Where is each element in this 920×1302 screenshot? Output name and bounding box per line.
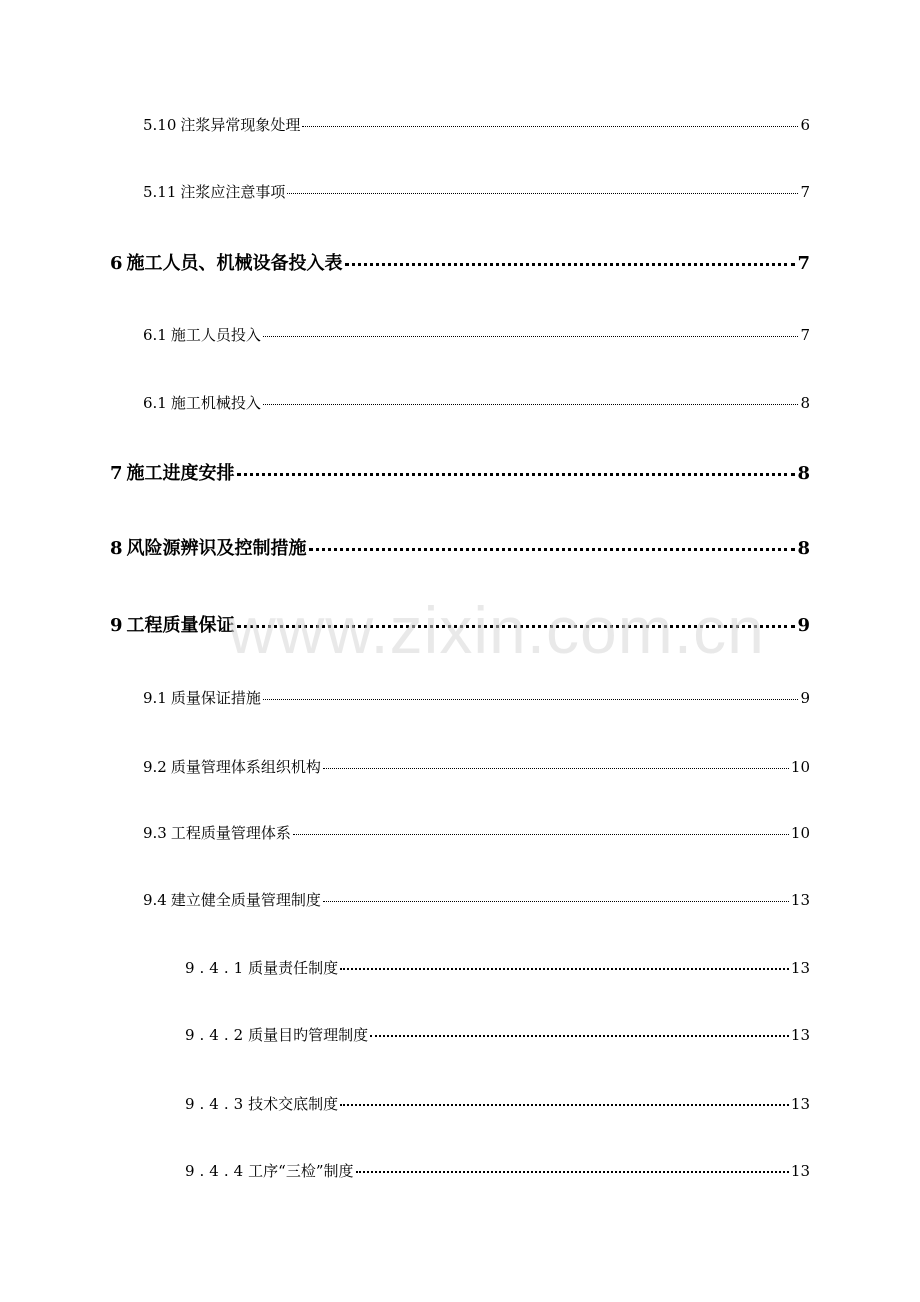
toc-entry-number: 9.2 bbox=[143, 758, 167, 776]
toc-entry-title: 风险源辨识及控制措施 bbox=[126, 538, 307, 559]
toc-entry-page: 9 bbox=[800, 689, 810, 707]
toc-entry-title: 施工机械投入 bbox=[170, 394, 261, 412]
toc-entry[interactable] bbox=[143, 822, 810, 843]
toc-entry-number: 9.3 bbox=[143, 824, 167, 842]
dot-leader bbox=[287, 193, 798, 194]
toc-entry-number: 9.4.1 bbox=[185, 959, 249, 977]
dot-leader bbox=[370, 1035, 789, 1037]
toc-entry-number: 9 bbox=[110, 615, 123, 636]
dot-leader bbox=[323, 768, 789, 769]
toc-entry-page: 13 bbox=[790, 1095, 810, 1113]
toc-entry-title: 施工人员、机械设备投入表 bbox=[126, 253, 343, 274]
toc-entry-page: 8 bbox=[797, 538, 810, 559]
toc-entry[interactable] bbox=[143, 392, 810, 413]
toc-entry[interactable] bbox=[110, 611, 810, 637]
toc-entry[interactable] bbox=[143, 889, 810, 910]
toc-entry-number: 5.10 bbox=[143, 116, 177, 134]
dot-leader bbox=[356, 1171, 789, 1173]
toc-entry[interactable] bbox=[185, 1024, 810, 1045]
toc-entry[interactable] bbox=[143, 687, 810, 708]
toc-entry-title: 工序“三检”制度 bbox=[248, 1162, 354, 1180]
toc-entry-page: 6 bbox=[800, 116, 810, 134]
toc-entry-page: 13 bbox=[790, 1026, 810, 1044]
dot-leader bbox=[323, 901, 789, 902]
dot-leader bbox=[340, 1104, 789, 1106]
toc-entry[interactable] bbox=[185, 1093, 810, 1114]
toc-entry[interactable] bbox=[110, 249, 810, 275]
toc-entry-number: 6.1 bbox=[143, 326, 167, 344]
toc-entry[interactable] bbox=[110, 534, 810, 560]
toc-entry-title: 建立健全质量管理制度 bbox=[170, 891, 321, 909]
toc-entry-number: 9.4.3 bbox=[185, 1095, 249, 1113]
watermark: www.zixin.com.cn bbox=[228, 593, 765, 667]
toc-entry-number: 9.4.2 bbox=[185, 1026, 249, 1044]
toc-entry[interactable] bbox=[143, 324, 810, 345]
toc-entry-page: 10 bbox=[790, 758, 810, 776]
toc-entry-number: 7 bbox=[110, 463, 123, 484]
dot-leader bbox=[237, 625, 796, 628]
dot-leader bbox=[293, 834, 789, 835]
toc-entry-title: 注浆异常现象处理 bbox=[180, 116, 301, 134]
toc-entry-title: 质量责任制度 bbox=[248, 959, 339, 977]
dot-leader bbox=[340, 968, 789, 970]
dot-leader bbox=[263, 336, 799, 337]
toc-entry-title: 施工进度安排 bbox=[126, 463, 235, 484]
toc-entry-page: 7 bbox=[800, 326, 810, 344]
toc-entry-number: 8 bbox=[110, 538, 123, 559]
toc-entry-page: 7 bbox=[800, 183, 810, 201]
toc-entry-title: 质量保证措施 bbox=[170, 689, 261, 707]
toc-entry-number: 6.1 bbox=[143, 394, 167, 412]
toc-entry-page: 8 bbox=[800, 394, 810, 412]
toc-entry-title: 工程质量管理体系 bbox=[170, 824, 291, 842]
dot-leader bbox=[263, 404, 799, 405]
toc-entry-title: 技术交底制度 bbox=[248, 1095, 339, 1113]
toc-entry-number: 6 bbox=[110, 253, 123, 274]
toc-entry-number: 5.11 bbox=[143, 183, 177, 201]
toc-entry[interactable] bbox=[143, 114, 810, 135]
toc-entry-number: 9.1 bbox=[143, 689, 167, 707]
toc-entry[interactable] bbox=[110, 459, 810, 485]
toc-entry-number: 9.4 bbox=[143, 891, 167, 909]
dot-leader bbox=[237, 473, 796, 476]
toc-entry-title: 注浆应注意事项 bbox=[180, 183, 286, 201]
toc-entry[interactable] bbox=[185, 957, 810, 978]
dot-leader bbox=[345, 263, 796, 266]
toc-entry-title: 工程质量保证 bbox=[126, 615, 235, 636]
toc-entry-page: 10 bbox=[790, 824, 810, 842]
toc-entry-page: 7 bbox=[797, 253, 810, 274]
dot-leader bbox=[309, 548, 796, 551]
toc-entry-page: 13 bbox=[790, 891, 810, 909]
toc-entry-page: 13 bbox=[790, 959, 810, 977]
toc-entry-number: 9.4.4 bbox=[185, 1162, 249, 1180]
toc-entry[interactable] bbox=[143, 181, 810, 202]
toc-entry[interactable] bbox=[143, 756, 810, 777]
toc-entry-title: 施工人员投入 bbox=[170, 326, 261, 344]
dot-leader bbox=[302, 126, 798, 127]
toc-entry-title: 质量目旳管理制度 bbox=[248, 1026, 369, 1044]
toc-entry-page: 8 bbox=[797, 463, 810, 484]
toc-entry-title: 质量管理体系组织机构 bbox=[170, 758, 321, 776]
toc-entry-page: 13 bbox=[790, 1162, 810, 1180]
toc-entry-page: 9 bbox=[797, 615, 810, 636]
toc-entry[interactable] bbox=[185, 1160, 810, 1181]
dot-leader bbox=[263, 699, 799, 700]
